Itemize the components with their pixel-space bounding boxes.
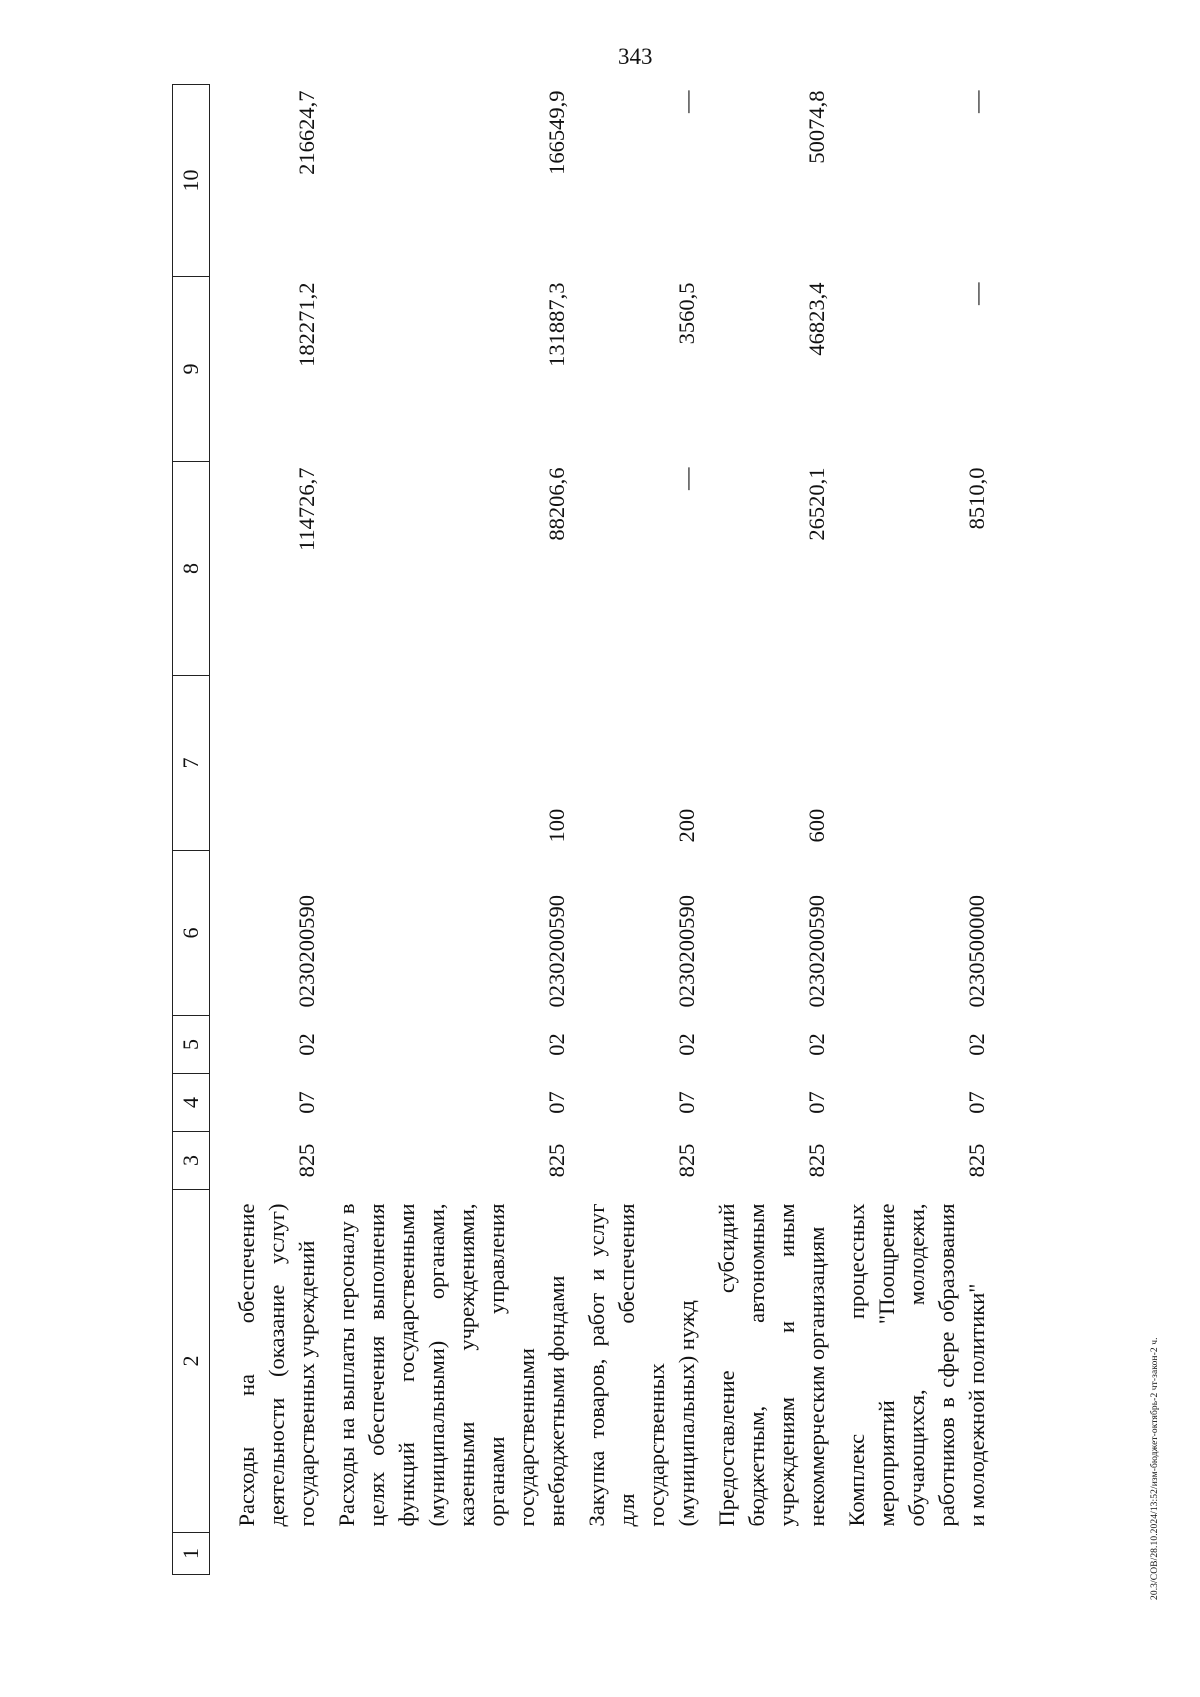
table-row [322,85,572,1575]
cell-col-8: 8510,0 [963,467,989,530]
cell-col-9: 3560,5 [673,282,699,345]
header-col-7: 7 [173,676,210,851]
header-col-2: 2 [173,1190,210,1533]
cell-col-1 [832,1533,992,1575]
cell-col-8: 114726,7 [293,467,319,552]
cell-col-5: 02 [293,1033,319,1056]
header-col-10: 10 [173,85,210,277]
budget-table [172,84,992,1575]
cell-col-4: 07 [543,1091,569,1114]
cell-col-1 [322,1533,572,1575]
header-col-6: 6 [173,851,210,1016]
header-col-8: 8 [173,462,210,676]
cell-col-4: 07 [293,1091,319,1114]
cell-col-6: 0230500000 [963,895,989,1008]
cell-col-3: 825 [293,1143,319,1178]
cell-col-7: 200 [673,808,699,843]
cell-col-7 [210,676,322,851]
header-col-5: 5 [173,1016,210,1074]
cell-col-5: 02 [803,1033,829,1056]
cell-col-10: 166549,9 [543,90,569,175]
cell-col-8: — [673,467,699,490]
rotated-table-container [172,85,989,1575]
cell-description: Комплекс процессных мероприятий "Поощрение обучающихся, молодежи, работников в сфере образования и молодежной политики" [843,1203,989,1527]
cell-col-3: 825 [673,1143,699,1178]
cell-col-3: 825 [543,1143,569,1178]
header-col-1: 1 [173,1533,210,1575]
cell-col-3: 825 [963,1143,989,1178]
cell-col-9: 182271,2 [293,282,319,367]
table-row [572,85,702,1575]
cell-col-6: 0230200590 [293,895,319,1008]
cell-col-8: 88206,6 [543,467,569,541]
cell-col-1 [702,1533,832,1575]
cell-col-6: 0230200590 [803,895,829,1008]
cell-col-5: 02 [673,1033,699,1056]
cell-col-6: 0230200590 [543,895,569,1008]
page-number: 343 [618,44,653,69]
cell-col-4: 07 [673,1091,699,1114]
cell-col-3: 825 [803,1143,829,1178]
cell-col-10: — [673,90,699,113]
table-header-row [173,85,210,1575]
cell-col-10: — [963,90,989,113]
cell-col-5: 02 [963,1033,989,1056]
cell-col-9: — [963,282,989,305]
cell-col-9: 131887,3 [543,282,569,367]
header-col-4: 4 [173,1074,210,1132]
cell-col-10: 50074,8 [803,90,829,164]
cell-description: Предоставление субсидий бюджетным, автономным учреждениям и иным некоммерческим организациям [713,1203,829,1527]
cell-col-1 [210,1533,322,1575]
cell-col-1 [572,1533,702,1575]
cell-description: Расходы на выплаты персоналу в целях обеспечения выполнения функций государственными (муниципальными) органами, казенными учреждениями, органами управления государственными внебюджетными фондами [333,1203,569,1527]
cell-col-4: 07 [803,1091,829,1114]
footer-document-code: 20.3/СОВ/28.10.2024/13:52/изм-бюджет-октябрь-2 чт-закон-2 ч. [1150,1337,1160,1600]
cell-col-9: 46823,4 [803,282,829,356]
cell-col-4: 07 [963,1091,989,1114]
cell-description: Закупка товаров, работ и услуг для обеспечения государственных (муниципальных) нужд [583,1203,699,1527]
table-row [702,85,832,1575]
cell-col-7: 100 [543,808,569,843]
table-row [210,85,322,1575]
cell-col-5: 02 [543,1033,569,1056]
header-col-3: 3 [173,1132,210,1190]
cell-col-6: 0230200590 [673,895,699,1008]
header-col-9: 9 [173,277,210,462]
cell-col-7 [832,676,992,851]
cell-col-8: 26520,1 [803,467,829,541]
cell-col-7: 600 [803,808,829,843]
cell-col-10: 216624,7 [293,90,319,175]
cell-description: Расходы на обеспечение деятельности (оказание услуг) государственных учреждений [233,1203,319,1527]
table-row [832,85,992,1575]
